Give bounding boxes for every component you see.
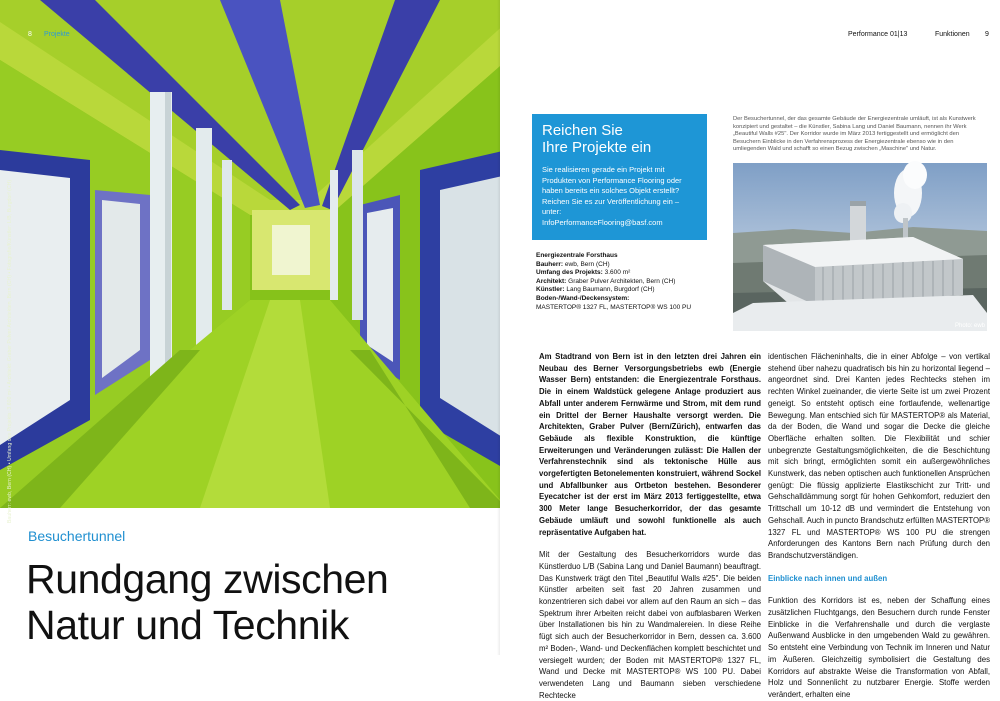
- photo-caption: Der Besuchertunnel, der das gesamte Gebäude der Energiezentrale umläuft, ist als Kunstwerk konzipiert und gestaltet – die Künstler, Sabina Lang und Daniel Baumann, nennen ihr Werk „Beautiful Walls #25". Der Korridor wurde im März 2013 fertiggestellt und ermöglicht den Besuchern Einblicke in den Verfahrensprozess der Energiezentrale ebenso wie in den umliegenden Wald und schafft so einen Bezug zwischen „Maschine" und Natur.: [733, 116, 976, 153]
- facts-umfang-label: Umfang des Projekts:: [536, 269, 603, 277]
- submit-box-title: [542, 122, 697, 156]
- photo-credit: Bauherr: ewb, Bern (CH) • Umfang des Projekts: 3.600 m² • Architekt: Graber Pulver Architekten, Bern (CH) • Fotografie/Künstler: L/B, Burgdorf (CH): [7, 179, 13, 523]
- facts-kuenstler: Lang Baumann, Burgdorf (CH): [566, 286, 655, 294]
- facts-title: Energiezentrale Forsthaus: [536, 252, 618, 259]
- energy-plant-illustration: [733, 163, 987, 331]
- article-kicker: Besuchertunnel: [28, 528, 126, 544]
- body-column-1: [539, 351, 761, 700]
- photo-watermark: Photo: ewb: [955, 323, 986, 329]
- submit-box-body: [542, 165, 697, 228]
- headline-line-1: Rundgang zwischen: [26, 556, 389, 602]
- submit-box-title-line-1: Reichen Sie: [542, 122, 623, 139]
- energy-plant-photo: [733, 163, 987, 331]
- facts-bauherr: ewb, Bern (CH): [564, 260, 610, 268]
- facts-system-label: Boden-/Wand-/Deckensystem:: [536, 294, 630, 302]
- submit-projects-box: [532, 114, 707, 240]
- submit-email-link[interactable]: InfoPerformanceFlooring@basf.com: [542, 217, 663, 227]
- submit-box-title-line-2: Ihre Projekte ein: [542, 139, 652, 156]
- facts-system: MASTERTOP® 1327 FL, MASTERTOP® WS 100 PU: [536, 303, 692, 311]
- submit-box-text: Sie realisieren gerade ein Projekt mit Produkten von Performance Flooring oder haben bereits ein solches Objekt erstellt? Reichen Sie es zur Veröffentlichung ein – unter:: [542, 165, 682, 216]
- section-label: Projekte: [44, 31, 70, 38]
- body-paragraph-3: Funktion des Korridors ist es, neben der Schaffung eines zusätzlichen Fluchtgangs, den Besuchern durch runde Fenster Einblicke in die Verfahrenshalle und durch die verglaste Außenwand Ausblicke in den umgebenden Wald zu gewähren. So entsteht eine Verbindung von Technik im Inneren und Natur im Äußeren. Gleichzeitig symbolisiert die Gestaltung des Korridors auf abstrakte Weise die Transformation von Abfall, Holz und Sonnenlicht zu nutzbarer Energie. Stoffe werden verändert, erhalten eine: [768, 596, 990, 699]
- body-column-2: [768, 351, 990, 699]
- facts-architekt: Graber Pulver Architekten, Bern (CH): [568, 277, 676, 285]
- lead-paragraph: Am Stadtrand von Bern ist in den letzten drei Jahren ein Neubau des Berner Versorgungsbetriebs ewb (Energie Wasser Bern) entstanden: die Energiezentrale Forsthaus. Die in einem Waldstück gelegene Anlage produziert aus Abfall unter anderem Fernwärme und Strom, mit dem rund ein Drittel der Berner Haushalte versorgt werden. Die Architekten, Graber Pulver (Bern/Zürich), entwarfen das Gebäude als flexible Konstruktion, die künftige Erweiterungen und Veränderungen zulässt: Die Hallen der Verfahrenstechnik sind als tektonische Hülle aus vorgefertigten Betonelementen konstruiert, während Sockel und Abfallbunker aus Ortbeton bestehen. Besonderer Eyecatcher ist der erst im März 2013 fertiggestellte, etwa 300 Meter lange Besucherkorridor, der das gesamte Gebäude umläuft und sowohl funktionelle als auch repräsentative Aufgaben hat.: [539, 352, 761, 537]
- body-paragraph-2: identischen Flächeninhalts, die in einer Abfolge – von vertikal stehend über nahezu quadratisch bis hin zu horizontal liegend – angeordnet sind. Drei Kanten jedes Rechtecks stehen im rechten Winkel zueinander, die vierte Seite ist um zwei Prozent geneigt. So entsteht optisch eine fortlaufende, wellenartige Bewegung. Man entschied sich für MASTERTOP® als Material, da der Boden, die Wand und sogar die Decke die gleiche Oberfläche erhalten sollten. Die Flexibilität und schier unbegrenzte Gestaltungsmöglichkeiten, die die Beschichtung mit sich bringt, ermöglichten somit ein außergewöhnliches Kunstwerk, das neben optischen auch funktionellen Ansprüchen genügt: Die flüssig applizierte Elastikschicht zur Tritt- und Gehschalldämmung sorgt für hohen Gehkomfort, reduziert den Trittschall um 10-12 dB und vermindert die Entstehung von Gehschall. Auch in puncto Brandschutz erfüllten MASTERTOP® 1327 FL und MASTERTOP® WS 100 PU die strengen Anforderungen des Kantons Bern nach Prüfung durch den Brandschutzverständigen.: [768, 352, 990, 560]
- article-headline: [26, 556, 388, 648]
- tunnel-illustration: [0, 0, 507, 508]
- page-number-right: 9: [985, 31, 989, 38]
- body-paragraph-1: Mit der Gestaltung des Besucherkorridors wurde das Künstlerduo L/B (Sabina Lang und Daniel Baumann) beauftragt. Das Kunstwerk trägt den Titel „Beautiful Walls #25". Die beiden Künstler arbeiten seit fast 20 Jahren zusammen und konzentrieren sich dabei vor allem auf den Raum an sich – das Spektrum ihrer Arbeiten reicht dabei von aufblasbaren Werken über Installationen bis hin zu Wandmalereien. In diese Reihe fügt sich auch der Besucherkorridor in Bern, dessen ca. 3.600 m² Boden-, Wand- und Deckenflächen komplett beschichtet und versiegelt wurden; der Boden mit MASTERTOP® 1327 FL, Wand und Decke mit MASTERTOP® WS 100 PU. Dabei verwendeten Lang und Baumann sieben verschiedene Rechtecke: [539, 550, 761, 700]
- project-facts: [536, 252, 711, 312]
- tunnel-photo: [0, 0, 507, 523]
- page-number-left: 8: [28, 31, 32, 38]
- facts-umfang: 3.600 m²: [604, 269, 631, 277]
- facts-bauherr-label: Bauherr:: [536, 260, 564, 268]
- facts-architekt-label: Architekt:: [536, 277, 567, 285]
- headline-line-2: Natur und Technik: [26, 602, 349, 648]
- section-name: Funktionen: [935, 31, 970, 38]
- left-page: [0, 0, 500, 655]
- body-subhead: Einblicke nach innen und außen: [768, 573, 888, 583]
- magazine-name: Performance 01|13: [848, 31, 908, 38]
- facts-kuenstler-label: Künstler:: [536, 286, 565, 294]
